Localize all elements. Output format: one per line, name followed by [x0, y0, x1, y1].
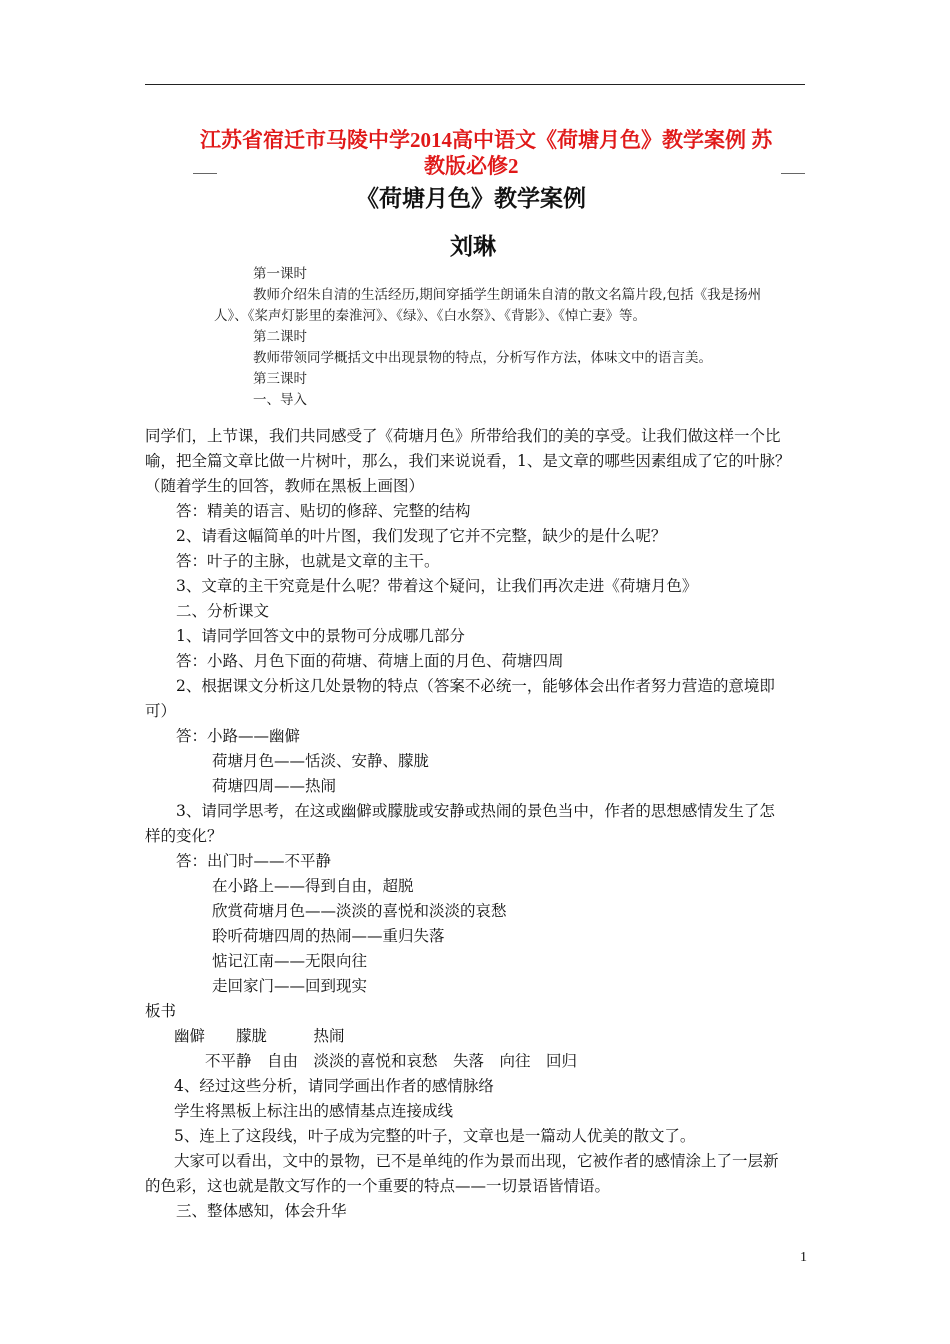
body-line: 2、请看这幅简单的叶片图，我们发现了它并不完整，缺少的是什么呢？ — [176, 527, 667, 545]
section-heading: 三、整体感知，体会升华 — [176, 1202, 347, 1220]
scan-line: 第二课时 — [253, 329, 307, 345]
body-line: 3、请同学思考，在这或幽僻或朦胧或安静或热闹的景色当中，作者的思想感情发生了怎 — [176, 802, 775, 820]
body-line: 聆听荷塘四周的热闹——重归失落 — [212, 927, 445, 945]
body-line: 答：出门时——不平静 — [176, 852, 332, 870]
body-line: 欣赏荷塘月色——淡淡的喜悦和淡淡的哀愁 — [212, 902, 507, 920]
body-line: 3、文章的主干究竟是什么呢？带着这个疑问，让我们再次走进《荷塘月色》 — [176, 577, 698, 595]
body-line: 样的变化？ — [145, 827, 223, 845]
body-line: 荷塘月色——恬淡、安静、朦胧 — [212, 752, 430, 770]
lesson-heading: 《荷塘月色》教学案例 — [356, 185, 586, 212]
body-line: 答：叶子的主脉，也就是文章的主干。 — [176, 552, 440, 570]
section-heading: 二、分析课文 — [176, 602, 270, 620]
body-line: 学生将黑板上标注出的感情基点连接成线 — [174, 1102, 454, 1120]
body-line: 1、请同学回答文中的景物可分成哪几部分 — [176, 627, 465, 645]
body-line: 答：精美的语言、贴切的修辞、完整的结构 — [176, 502, 471, 520]
scan-line: 一、导入 — [253, 392, 307, 408]
title-left-rule — [193, 173, 217, 174]
body-line: 答：小路——幽僻 — [176, 727, 301, 745]
document-title-line2: 教版必修2 — [424, 154, 519, 178]
body-line: 可） — [145, 702, 177, 720]
scan-line: 第一课时 — [253, 266, 307, 282]
body-line: 4、经过这些分析，请同学画出作者的感情脉络 — [174, 1077, 494, 1095]
blackboard-row: 幽僻 朦胧 热闹 — [174, 1027, 345, 1045]
body-line: 惦记江南——无限向往 — [212, 952, 368, 970]
author-name: 刘琳 — [450, 233, 496, 260]
body-line: 2、根据课文分析这几处景物的特点（答案不必统一，能够体会出作者努力营造的意境即 — [176, 677, 775, 695]
body-line: 大家可以看出，文中的景物，已不是单纯的作为景而出现，它被作者的感情涂上了一层新 — [174, 1152, 779, 1170]
page-number: 1 — [800, 1250, 807, 1265]
title-right-rule — [781, 173, 805, 174]
header-rule — [145, 84, 805, 85]
scan-line: 人》、《桨声灯影里的秦淮河》、《绿》、《白水祭》、《背影》、《悼亡妻》等。 — [214, 308, 646, 324]
scan-line: 教师带领同学概括文中出现景物的特点，分析写作方法，体味文中的语言美。 — [253, 350, 712, 366]
body-line: 在小路上——得到自由，超脱 — [212, 877, 414, 895]
scan-line: 教师介绍朱自清的生活经历,期间穿插学生朗诵朱自清的散文名篇片段,包括《我是扬州 — [253, 287, 762, 303]
body-line: 答：小路、月色下面的荷塘、荷塘上面的月色、荷塘四周 — [176, 652, 564, 670]
document-title-line1: 江苏省宿迁市马陵中学2014高中语文《荷塘月色》教学案例 苏 — [200, 128, 773, 152]
body-line: 5、连上了这段线，叶子成为完整的叶子，文章也是一篇动人优美的散文了。 — [174, 1127, 696, 1145]
body-line: （随着学生的回答，教师在黑板上画图） — [145, 477, 425, 495]
body-line: 喻，把全篇文章比做一片树叶，那么，我们来说说看，1、是文章的哪些因素组成了它的叶脉？ — [145, 452, 791, 470]
scan-line: 第三课时 — [253, 371, 307, 387]
body-line: 走回家门——回到现实 — [212, 977, 368, 995]
blackboard-label: 板书 — [145, 1002, 177, 1020]
blackboard-row: 不平静 自由 淡淡的喜悦和哀愁 失落 向往 回归 — [205, 1052, 578, 1070]
body-line: 荷塘四周——热闹 — [212, 777, 337, 795]
body-line: 的色彩，这也就是散文写作的一个重要的特点——一切景语皆情语。 — [145, 1177, 611, 1195]
body-line: 同学们，上节课，我们共同感受了《荷塘月色》所带给我们的美的享受。让我们做这样一个比 — [145, 427, 781, 445]
